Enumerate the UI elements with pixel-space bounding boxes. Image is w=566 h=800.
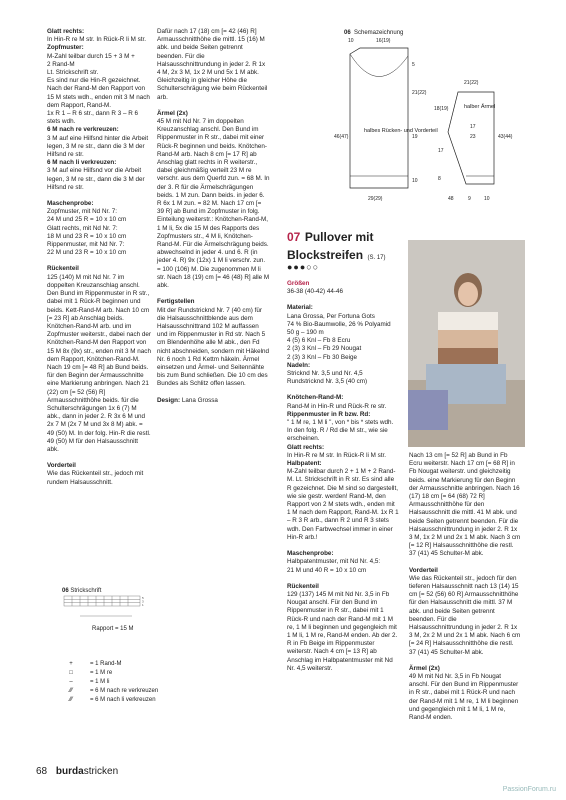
text-line: 15 M stets wdh., enden mit 3 M nach: [47, 93, 150, 101]
text-li-verkreuzen: 3 M auf eine Hilfsnd vor die Arbeit legen, 3 M re str., dann die 3 M der Hilfsnd re str.: [47, 167, 145, 191]
column-2: [157, 28, 270, 405]
heading-design: Design:: [157, 396, 181, 404]
text-vorderteil-2: Wie das Rückenteil str., jedoch für den tieferen Halsausschnitt nach 13 (14) 15 cm [= 52 (56) 60 R] Armausschnitthöhe für den Halsausschnitt die mittl. 37 M abk. und beide Seiten getrennt beenden. Für die Halsausschnittrundung in jeder 2. R 1x 3 M, 2x 2 M und 2x 1 M abk. Nach 6 cm [= 24 R] Halsausschnitthöhe die restl. 37 (41) 45 Schulter-M abk.: [409, 574, 521, 656]
schema-number: 06: [344, 30, 351, 36]
heading-glatt-rechts-2: Glatt rechts:: [287, 443, 325, 451]
body-outline: [350, 48, 408, 188]
sleeve-label: halber Ärmel: [464, 104, 496, 110]
heading-re-verkreuzen: 6 M nach re verkreuzen:: [47, 126, 119, 134]
text-line: 50 g – 190 m: [287, 329, 324, 337]
text-line: Stricknd Nr. 3,5 und Nr. 4,5: [287, 370, 363, 378]
material-lines: [287, 313, 399, 362]
text-line: 21 M und 40 R = 10 x 10 cm: [287, 566, 367, 574]
stitch-chart: [62, 588, 162, 636]
legend-item: [60, 687, 158, 696]
heading-vorderteil-2: Vorderteil: [409, 566, 438, 574]
legend-item: [60, 660, 158, 669]
heading-material: Material:: [287, 304, 313, 312]
legend-item: [60, 669, 158, 678]
text-rueckenteil-2-cont: Nach 13 cm [= 52 R] ab Bund in Fb Ecru weiterstr. Nach 17 cm [= 68 R] in Fb Nougat weiterstr. und gleichzeitig beids. eine Markierung für den Beginn der Armausschnitte anbringen. Nach 16 (17) 18 cm [= 64 (68) 72 R] Armausschnitthöhe für den Halsausschnitt die mittl. 41 M abk. und beide Seiten getrennt beenden. Für die Halsausschnittrundung in jeder 2. R 1x 3 M, 1x 2 M und 2x 1 M abk. Nach 3 cm [= 12 R] Halsausschnitthöhe die restl. 37 (41) 45 Schulter-M abk.: [409, 452, 521, 558]
column-3: [287, 274, 399, 673]
legend-label: = 6 M nach li verkreuzen: [90, 697, 156, 703]
text-vorderteil: Wie das Rückenteil str., jedoch mit rundem Halsausschnitt.: [47, 470, 144, 486]
nadeln-lines: [287, 370, 399, 386]
maschenprobe-lines: [47, 208, 151, 257]
text-re-verkreuzen: 3 M auf eine Hilfsnd hinter die Arbeit legen, 3 M re str., dann die 3 M der Hilfsnd re str.: [47, 134, 149, 159]
text-line: 4 (5) 6 Knl – Fb 8 Ecru: [287, 337, 351, 345]
legend-item: [60, 696, 158, 705]
sleeve-side-3: 8: [438, 176, 441, 182]
legend-label: = 1 M li: [90, 679, 110, 685]
sleeve-dim-2: 23: [470, 134, 476, 140]
text-glatt-rechts: In Hin-R re M str. In Rück-R li M str.: [47, 36, 147, 44]
maschenprobe-2-lines: [287, 558, 399, 574]
column-1: [47, 28, 151, 487]
difficulty-dots: ●●●○○: [287, 262, 320, 272]
text-vorderteil-cont: Dafür nach 17 (18) cm [= 42 (46) R] Armausschnitthöhe die mittl. 15 (16) M abk. und beide Seiten getrennt beenden. Für die Halsausschnittrundung in jeder 2. R 1x 4 M, 2x 3 M, 1x 2 M und 5x 1 M abk. Gleichzeitig in gleicher Höhe die Schulterschrägung wie beim Rückenteil arb.: [157, 28, 268, 101]
schema-title: Schemazeichnung: [354, 30, 404, 36]
text-line: Nach der Rand-M den Rapport von: [47, 85, 146, 93]
heading-glatt-rechts: Glatt rechts:: [47, 28, 85, 35]
row-label-3: 3: [142, 599, 144, 604]
text-line: 1x R 1 – R 6 str., dann R 3 – R 6: [47, 110, 139, 118]
page-number: 68: [36, 766, 48, 777]
heading-fertigstellen: Fertigstellen: [157, 298, 195, 306]
schematic-drawing: [288, 28, 524, 240]
sleeve-left: 48: [448, 196, 454, 202]
row-label-5: 5: [142, 596, 144, 600]
front-label: halbes Rücken- und Vorderteil: [364, 128, 438, 134]
rapport-label: Rapport = 15 M: [92, 626, 134, 632]
chart-number: 06: [62, 588, 69, 594]
text-line: Glatt rechts, mit Nd Nr. 7:: [47, 224, 118, 232]
text-line: 2 Rand-M: [47, 60, 75, 68]
dim-left: 46(47): [334, 134, 349, 140]
sleeve-dim-1: 17: [470, 124, 476, 130]
page-footer: [36, 766, 118, 777]
sleeve-side-1: 18(19): [434, 106, 449, 112]
heading-rueckenteil: Rückenteil: [47, 265, 79, 273]
text-rippenmuster: " 1 M re, 1 M li ", von * bis * stets wdh. In den folg. R / Rd die M str., wie sie erscheinen.: [287, 419, 394, 443]
sleeve-bottom-2: 10: [484, 196, 490, 202]
legend-item: [60, 678, 158, 687]
heading-maschenprobe: Maschenprobe:: [47, 200, 94, 208]
legend-label: = 1 M re: [90, 670, 113, 676]
legend-symbol: □: [69, 670, 73, 676]
dim-side-4: 10: [412, 178, 418, 184]
heading-maschenprobe-2: Maschenprobe:: [287, 550, 334, 558]
dim-top-2: 16(19): [376, 38, 391, 44]
sleeve-top-dim: 21(22): [464, 80, 479, 86]
dim-side-1: 5: [412, 62, 415, 68]
dim-side-3: 19: [412, 134, 418, 140]
sleeve-side-4: 43(44): [498, 134, 513, 140]
text-halbpatent: M-Zahl teilbar durch 2 + 1 M + 2 Rand-M. Lt. Strickschrift in R str. Es sind alle R gezeichnet. Die M sind so dargestellt, wie sie gestr. werden! Rand-M, den Rapport von 2 M stets wdh., enden mit 1 M nach dem Rapport, Rand-M. 1x R 1 – R 3 R arb., dann R 2 und R 3 stets wdh. Den Farbwechsel immer in einer Hin-R arb.!: [287, 468, 399, 541]
heading-zopfmuster: Zopfmuster:: [47, 44, 84, 52]
text-line: 22 M und 23 R = 10 x 10 cm: [47, 249, 127, 257]
text-line: M-Zahl teilbar durch 15 + 3 M +: [47, 52, 135, 60]
heading-aermel-2: Ärmel (2x): [409, 664, 440, 672]
text-glatt-rechts-2: In Hin-R re M str. In Rück-R li M str.: [287, 451, 387, 459]
legend-symbol: ⁄⁄⁄: [69, 697, 73, 703]
heading-aermel: Ärmel (2x): [157, 109, 188, 117]
legend-label: = 6 M nach re verkreuzen: [90, 688, 159, 694]
text-aermel-2: 49 M mit Nd Nr. 3,5 in Fb Nougat anschl. Für den Bund im Rippenmuster in R str., dabei mit 1 Rück-R und nach der Rand-M mit 1 M re, 1 M li beginnen und gegengleich mit 1 M li, 1 M re, Rand-M enden.: [409, 673, 519, 722]
legend-symbol: +: [69, 661, 73, 667]
heading-li-verkreuzen: 6 M nach li verkreuzen:: [47, 159, 117, 167]
heading-rueckenteil-2: Rückenteil: [287, 582, 319, 590]
legend-label: = 1 Rand-M: [90, 661, 122, 667]
chart-title: Strickschrift: [70, 588, 102, 594]
pattern-title: Pullover mit Blockstreifen: [287, 230, 374, 262]
text-line: Lt. Strickschrift str.: [47, 69, 99, 77]
dim-bottom: 29(29): [368, 196, 383, 202]
stitch-chart-grid: [62, 594, 162, 634]
text-line: Rippenmuster, mit Nd Nr. 7:: [47, 241, 125, 249]
text-design: Lana Grossa: [181, 396, 218, 404]
text-line: Halbpatentmuster, mit Nd Nr. 4,5:: [287, 558, 381, 566]
text-line: Rundstricknd Nr. 3,5 (40 cm): [287, 378, 368, 386]
heading-halbpatent: Halbpatent:: [287, 460, 322, 468]
pattern-page-ref: (S. 17): [367, 255, 386, 261]
pattern-title-block: [287, 228, 407, 264]
dim-top-1: 10: [348, 38, 354, 44]
text-line: 2 (3) 3 Knl – Fb 30 Beige: [287, 353, 358, 361]
heading-knoetchen: Knötchen-Rand-M:: [287, 394, 344, 402]
zopfmuster-lines: [47, 53, 151, 127]
model-photo: [408, 240, 525, 447]
text-rueckenteil-2: 129 (137) 145 M mit Nd Nr. 3,5 in Fb Nougat anschl. Für den Bund im Rippenmuster in R str., dabei mit 1 Rück-R und nach der Rand-M mit 1 M re, 1 M li beginnen und gegengleich mit 1 M li, 1 M re, Rand-M enden. Ab der 2. R in Fb Beige im Rippenmuster weiterstr. Nach 4 cm [= 13 R] ab Anschlag im Halbpatentmuster mit Nd Nr. 4,5 weiterstr.: [287, 590, 398, 672]
text-line: 74 % Bio-Baumwolle, 26 % Polyamid: [287, 320, 391, 328]
legend-symbol: –: [69, 679, 73, 685]
text-line: Zopfmuster, mit Nd Nr. 7:: [47, 208, 117, 216]
text-knoetchen: Rand-M in Hin-R und Rück-R re str.: [287, 402, 387, 410]
chart-legend: [60, 660, 158, 705]
text-line: Lana Grossa, Per Fortuna Gots: [287, 312, 375, 320]
text-groessen: 36-38 (40-42) 44-46: [287, 288, 344, 296]
text-line: 18 M und 23 R = 10 x 10 cm: [47, 232, 127, 240]
text-rueckenteil: 125 (140) M mit Nd Nr. 7 im doppelten Kreuzanschlag anschl. Den Bund im Rippenmuster in R str., dabei mit 1 Rück-R beginnen und beids. Kett-Rand-M arb. Nach 10 cm [= 23 R] ab Anschlag beids. Knötchen-Rand-M arb. und im Zopfmuster weiterstr., dabei nach der Knötchen-Rand-M den Rapport von 15 M 8x (9x) str., enden mit 3 M nach dem Rapport, Knötchen-Rand-M. Nach 19 cm [= 48 R] ab Bund beids. für den Beginn der Armausschnitte eine Markierung anbringen. Nach 21 (22) cm [= 52 (56) R] Armausschnitthöhe beids. für die Schulterschrägungen 1x 6 (7) M abk., dann in jeder 2. R 3x 6 M und 2x 7 M (2x 7 M und 3x 8 M) abk. = 49 (50) M. In der folg. Hin-R die restl. 49 (50) M für den Halsausschnitt abk.: [47, 273, 151, 453]
legend-symbol: ⁄⁄⁄: [69, 688, 73, 694]
pattern-number: 07: [287, 230, 301, 244]
text-line: 24 M und 25 R = 10 x 10 cm: [47, 216, 127, 224]
sleeve-side-2: 17: [438, 148, 444, 154]
dim-side-2: 21(22): [412, 90, 427, 96]
text-line: Es sind nur die Hin-R gezeichnet.: [47, 77, 141, 85]
sleeve-bottom-1: 9: [468, 196, 471, 202]
watermark: PassionForum.ru: [502, 786, 556, 793]
column-4: [409, 452, 521, 722]
heading-rippenmuster: Rippenmuster in R bzw. Rd:: [287, 410, 371, 418]
heading-nadeln: Nadeln:: [287, 361, 311, 369]
heading-groessen: Größen: [287, 280, 310, 287]
text-line: stets wdh.: [47, 118, 76, 126]
row-label-1: 1: [142, 603, 144, 607]
text-line: 2 (3) 3 Knl – Fb 29 Nougat: [287, 345, 362, 353]
text-line: dem Rapport, Rand-M.: [47, 101, 112, 109]
text-fertigstellen: Mit der Rundstricknd Nr. 7 (40 cm) für die Halsausschnittblende aus dem Halsausschnittrand 102 M auffassen und im Rippenmuster in Rd str. Nach 5 cm Blendenhöhe alle M abk., den Fd nicht abschneiden, sondern mit Häkelnd Nr. 6 noch 1 Rd Kettm häkeln. Ärmel einsetzen und Ärmel- und Seitennähte bis zum Bund schließen. Die 10 cm des Bundes als Schlitz offen lassen.: [157, 306, 270, 388]
heading-vorderteil: Vorderteil: [47, 462, 76, 470]
brand-logo: burdastricken: [55, 766, 119, 777]
neckline-curve: [350, 54, 408, 77]
text-aermel: 45 M mit Nd Nr. 7 im doppelten Kreuzanschlag anschl. Den Bund im Rippenmuster in R str., dabei mit einer Rück-R beginnen und beids. Knötchen-Rand-M arb. Nach 8 cm [= 17 R] ab Anschlag glatt rechts in R weiterstr., dabei gleichmäßig verteilt 23 M re verschr. aus dem Querfd zun. = 68 M. In der 3. R für die Ärmelschrägungen beids. 1 M zun. Dann beids. in jeder 6. R 6x 1 M zun. = 82 M. Nach 17 cm [= 39 R] ab Bund im Zopfmuster in folg. Einteilung weiterstr.: Knötchen-Rand-M, 1 M li, 5x die 15 M des Rapports des Zopfmusters str., 4 M li, Knötchen-Rand-M. Für die Ärmelschrägung beids. abwechselnd in jeder 4. und 6. R (in jeder 4. R) 9x (12x) 1 M li verschr. zun. = 100 (106) M. Die zugenommen M li str. Nach 18 (19) cm [= 46 (48) R] alle M abk.: [157, 118, 270, 290]
